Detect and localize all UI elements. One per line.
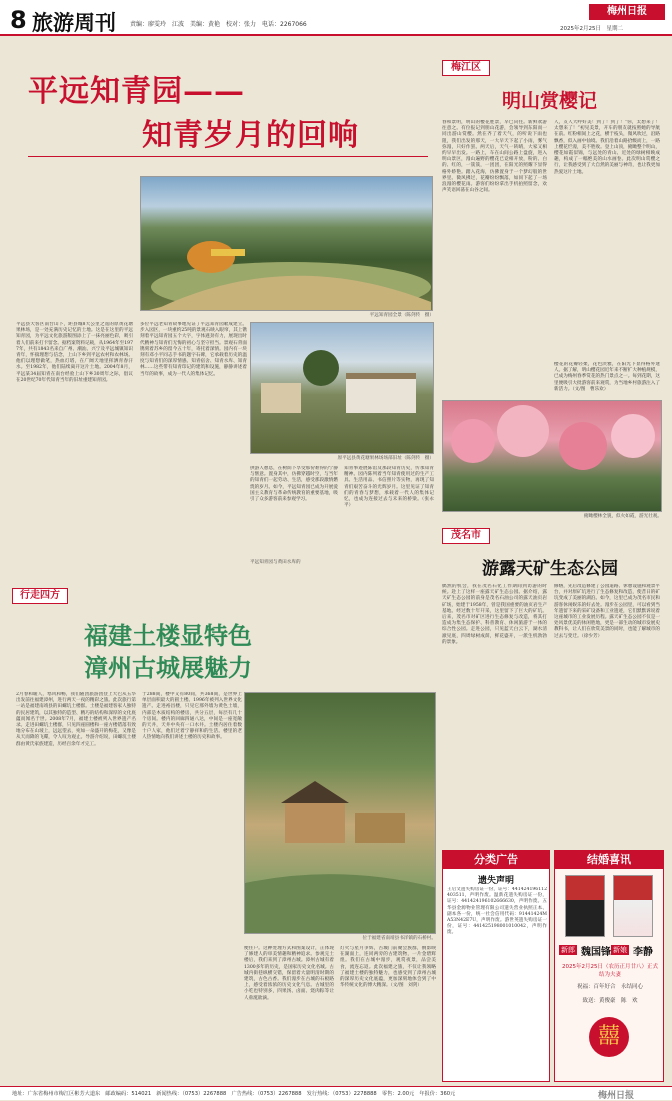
caption-bottom: 平远知青园与黄田水库的 [250,560,301,565]
cherry-trees-graphic [443,401,662,512]
fujian-col1: 2月春和暖人，寒风和畅，我们随团旅游团登上大巴从五华出发前往福建漳州，进行两天一夜的精彩之旅。此次旅行第一站是福建南靖县的田螺坑土楼群。土楼是福建客家人独特的民居建筑，以其独特的造型、精巧的结构和深厚的文化底蕴而闻名于世。2008年7月，福建土楼被列入世界遗产名录。走进田螺坑土楼群，只见四座圆楼和一座方楼错落有致地分布在山坡上，远远望去，宛如一朵盛开的梅花，又像是从天而降的飞碟，令人叹为观止。导游介绍说，田螺坑土楼群由黄氏家族建造，历经百余年才完工。 [16,692,136,747]
village-scene-graphic [245,693,436,934]
groom-photo [565,875,605,937]
wedding-sender: 致送：黄俊豪 陈 欢 [582,998,638,1004]
ore-col1: 偶然的机会，我在茂名石化工作期间到访游的时候。赴上了这样一座露天矿生态公园。据介绍，露天矿生态公园的前身是茂名石油公司的露天油页岩矿场，始建于1958年，曾是我国重要的油页岩生产基地。经过数十年开采，这里留下了巨大的矿坑。后来，茂名市对矿区进行生态修复与改造，将其打造成为集生态保护、科普教育、休闲旅游于一体的综合性公园。走进公园，只见蓝天白云下，湖水清澈见底，四周绿树成荫，鲜花盛开，一派生机勃勃的景象。 [442,584,547,645]
groom-label: 新郎 [561,946,575,954]
bride-label: 新娘 [613,946,627,954]
paper-logo [589,4,665,20]
cherry-title: 明山赏樱记 [502,90,598,112]
notice-title: 遗失声明 [477,876,514,886]
photo-stone-bridge-village [244,692,436,934]
zhiqing-col2: 多位平远老知青故事地见证了平远知青园歌成建立。步入园区，一块重约25吨的景观石映入眼帘，其上镌刻着平远知青园五个大字，字体遒劲有力，展现出时代精神与知青们无悔的初心与坚守担当。景观石背面镌刻着苏乡的留今五十年，寄托着深情。园内有一块刻有邓小平同志手书的题字石碑，它承载着历史的温度与知青们的深厚情感。知青宿舍、知青水库、知青林……这些带有知青印记的建筑和设施，静静讲述着当年的故事，成为一代人的集体记忆。 [140,322,247,377]
ore-tag: 茂名市 [442,528,490,544]
cherry-col1: 春和景明，明山的樱花胜景，早已向往。新鲜欢游往意之。有位报记到朋山花游，会领导到东阳而一同出游山赏樱。然在齐了着天气，的听说下雨也阻，我们出发的那天，一大早天下起了小雨，雾气弥漫，只好作罢。两天后，天气一转晴，大家又相约早早出发。一路上，车在山间公路上盘旋，进入明山景区，漫山遍野的樱花已竞相开放，粉的、白的、红的，一簇簇，一团团，在阳光的照耀下显得格外娇艳。踏入花海，仿佛置身于一个梦幻般的世界里。微风拂过，花瓣纷纷飘落，如同下起了一场浪漫的樱花雨。游客们纷纷拿出手机拍照留念，欢声笑语回荡在山谷之间。 [442,120,547,194]
double-happiness-icon: 囍 [589,1017,629,1057]
zhiqing-col3: 供游人憩息，在树荫下享受那份难得的宁静与惬意。置身其中，仿佛穿越时空，与当年的知青们一起劳动、生活，感受那段激情燃烧的岁月。如今，平远知青园已成为开展爱国主义教育与革命传统教育的重要基地，吸引了众多游客前来参观学习。 [250,466,338,503]
ore-article [442,524,662,844]
section-title: 旅游周刊 [32,11,116,35]
photo-zhiqing-garden [140,176,433,311]
footer-watermark: 梅州日报 [598,1091,635,1101]
groom-name: 魏国锋 [581,947,611,958]
fujian-title-line1: 福建土楼显特色 [84,622,252,650]
title-rule [28,156,428,157]
cherry-col2: 人，友人大呼好美！到了！到了！“你，太想来了！太想来了！”初见美景，开车的朋友就按照她的导航在前。红粉相间上之花，横于枝头，微风吹过，沿路飘香，似入画中仙境。我们沿着山路拾级而上，一路上樱花烂漫，美不胜收。登上山顶，俯瞰整个明山，樱花如霞似锦，与远处的青山、近处的绿树相映成趣，构成了一幅绝美的山水画卷。此次明山赏樱之行，让我感受到了大自然的美丽与神奇，也让我更加热爱这片土地。 [554,120,660,175]
caption-top: 平远知青园全景（陈剑传 摄） [369,313,434,318]
header-date: 2025年2月25日 星期二 [560,26,623,32]
ads-tag: 分类广告 [443,851,549,869]
garden-scene-graphic [141,177,433,311]
page-number: 8 [10,6,27,34]
zhiqing-title-line2: 知青岁月的回响 [142,118,359,153]
cherry-caption: 俯瞰樱林全貌，似火如霞，游光壮观。 [583,514,662,519]
footer-text: 地址：广东省梅州市梅江区彬芳大道东 邮政编码：514021 新闻热线：（0753）2267888 广告热线：（0753）2267888 发行热线：（0753）2278888 零售：2.00元 年报价：360元 [12,1091,456,1097]
caption-mid: 原平远县黄花塘果林场场部旧址（陈剑传 摄） [337,456,434,461]
fujian-caption: 位于福建省南靖县书洋镇的石桥村。 [362,936,436,941]
fujian-tag: 行走四方 [12,588,68,604]
wedding-notice [554,850,664,1082]
page-footer [0,1086,672,1100]
wedding-wish: 祝福：百年好合 永结同心 [576,984,643,990]
photo-farm-old-site [250,322,434,454]
page-header [0,0,672,36]
bride-photo [613,875,653,937]
farm-building-graphic [251,323,434,454]
ore-col2: 修缮，先后改造修建了公园道路、休憩设施和观景平台，并对原矿坑进行了生态修复和改造，使昔日的矿坑变成了美丽的湖泊。如今，这里已成为茂名市民和游客休闲娱乐的好去处。漫步在公园里，可以看到当年遗留下来的采矿设备和工业遗迹，它们默默诉说着这座城市的工业发展历程。露天矿生态公园不仅是一处风景优美的休闲胜地，更是一部生动的城市发展史教科书，让人们在欣赏美景的同时，也能了解城市的过去与变迁。（徐少芳） [554,584,660,639]
bride-name: 李静 [633,947,653,958]
cherry-col3: 樱花的花瓣轻柔，花色淡雅，在阳光下显得格外迷人。据了解，明山樱花园近年来不断扩大种植规模，已成为梅州春季赏花的热门景点之一。每到花期，这里便吸引大批游客前来观赏，为当地乡村旅游注入了新活力。（文/图 曹乐欢） [554,362,660,392]
header-meta: 责编：廖雯玲 江波 美编：黄艳 校对：张力 电话：2267066 [130,21,307,28]
cherry-tag: 梅江区 [442,60,490,76]
classified-ads [442,850,550,1082]
fujian-col4: 灯火与星月争辉，古城门前聚会族群，倒影映在湖面上，连同两旁的古建筑物，一片金碧辉煌。我们在古城中漫步，观赏夜景，品尝美食，流连忘返。此次福建之旅，不仅让我领略了福建土楼的独特魅力，也感受到了漳州古城的深厚历史文化底蕴，更加深刻地体会到了中华传统文化的博大精深。（文/图 刘剑） [340,946,436,989]
fujian-col2: 于288间，楼中又有80间，共368间，是世界上单层面积最大的圆土楼。1996年被列入世界文化遗产。走进裕昌楼，只见它那外墙为黄色土墙，内部是木质结构的楼房，共分五层，每层有几十个房间。楼内的回廊四通八达，中间是一座宽敞的天井，天井中央有一口水井。土楼内居住着数十户人家，他们过着宁静祥和的生活。楼里的老人热情地向我们讲述土楼的历史和故事。 [142,692,242,741]
fujian-title-line2: 漳州古城展魅力 [84,654,252,682]
wedding-tag: 结婚喜讯 [555,851,663,869]
wedding-date: 2025年2月25日（农历正月廿八）正式结为夫妻 [562,964,658,978]
fujian-col3: 便住户。这种处理方式和图案设计，正体现了修建人的审美情趣和精神追求。参观完土楼后，我们来到了漳州古城。漳州古城有着1300多年的历史，是国家历史文化名城。古城内街巷纵横交错，保留着大量明清时期的建筑，古色古香。我们漫步在古城的石板路上，感受着浓浓的历史文化气息。古城里的小吃也特别多，四果汤、卤面、烧肉粽等让人垂涎欲滴。 [244,946,334,1001]
zhiqing-title-line1: 平远知青园—— [28,74,245,109]
logo-text: 梅州日报 [607,6,647,17]
notice-body: 王启文遗失购房证一份，证号：441424196112403511，声明作废。温新花遗失购房证一份，证号：441424196102666630，声明作废。五华县金源物业管理有限公司遗失营业执照正本、副本各一份，统一社会信用代码：91441424MA53N42E7U，声明作废。游世英遗失购房证一份，证号：441425198001010042，声明作废。 [447,887,547,936]
photo-cherry-forest [442,400,662,512]
zhiqing-col4: 知青事迹展陈馆及那段知青历史，传承知青精神。园内陈列着当年知青使用过的生产工具、生活用品、书信照片等实物，再现了知青们艰苦奋斗的光辉岁月。这里见证了知青们的青春与梦想，承载着一代人的集体记忆，也成为连接过去与未来的桥梁。（张永平） [344,466,434,509]
ore-title: 游露天矿生态公园 [482,559,618,579]
zhiqing-col1: 平远县大客区南台山下，距县城8大公里之遥的原黄花塘果林场，是一处充满历史记忆的土地。这是在这里的平远知青园，为平远文化旅游版图添上了一抹亮丽色彩，吸引着人们前来打卡留念。据档案资料记载，从1964年至1977年，共有1843名来自广州、潮汕、兴宁及平远城镇知识青年，怀揣理想与信念，上山下乡到平远农村和农林场。他们以理想做笔，热血灯塔，在广阔天地里挥洒青春汗水。至1982年，他们陆续离开这片土地。2004年8月，平远某34届知青在南台经验上山下乡30周年之际，倡议在20世纪70年代知青当年的旧址重建知青园。 [16,322,133,383]
